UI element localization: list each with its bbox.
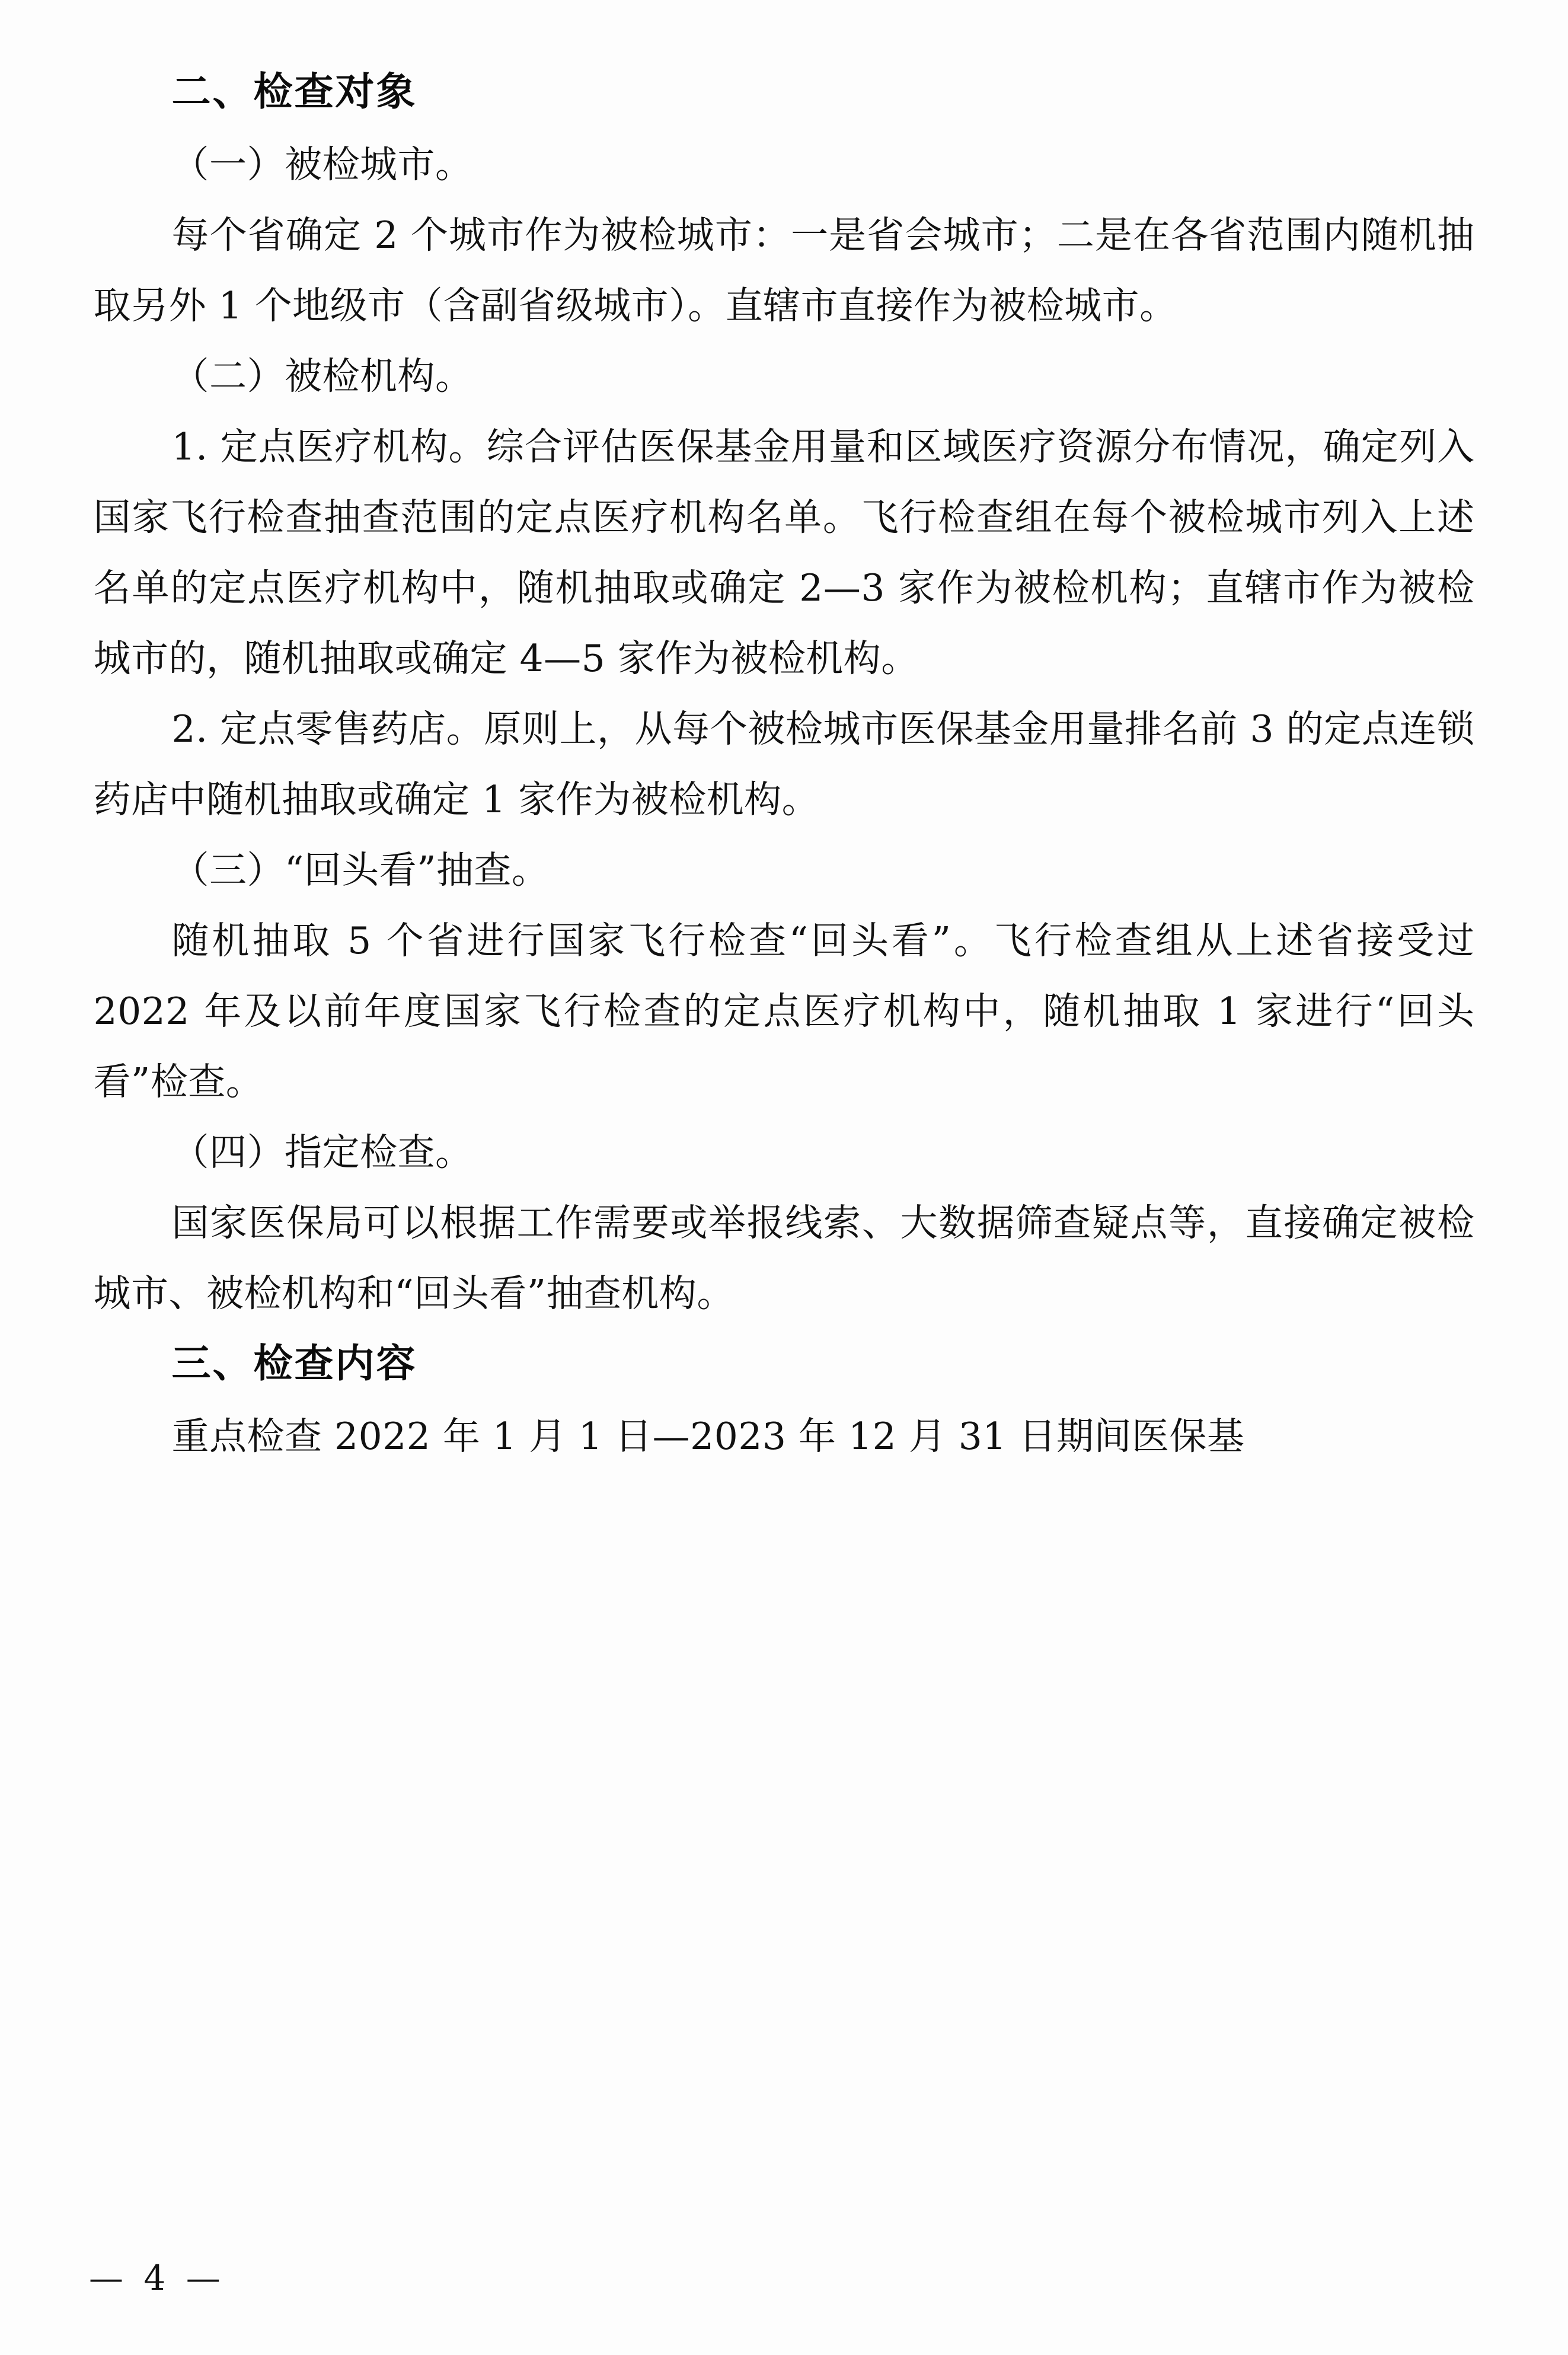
paragraph-inspection-content-detail: 重点检查 2022 年 1 月 1 日—2023 年 12 月 31 日期间医保基 bbox=[171, 1415, 1245, 1458]
page-footer bbox=[0, 2258, 1568, 2298]
paragraph-inspected-cities-title: （一）被检城市。 bbox=[171, 143, 473, 186]
page-number: — 4 — bbox=[89, 2258, 225, 2298]
paragraph-designated-retail-pharmacies: 2. 定点零售药店。原则上，从每个被检城市医保基金用量排名前 3 的定点连锁药店中随机抽取或确定 1 家作为被检机构。 bbox=[93, 707, 1475, 821]
paragraph-designated-medical-institutions: 1. 定点医疗机构。综合评估医保基金用量和区域医疗资源分布情况，确定列入国家飞行检查抽查范围的定点医疗机构名单。飞行检查组在每个被检城市列入上述名单的定点医疗机构中，随机抽取或确定 2—3 家作为被检机构；直辖市作为被检城市的，随机抽取或确定 4—5 家作为被检机构。 bbox=[93, 425, 1475, 680]
document-body bbox=[94, 57, 1475, 1472]
section-heading-inspection-targets: 二、检查对象 bbox=[171, 69, 417, 114]
paragraph-designated-inspection-detail: 国家医保局可以根据工作需要或举报线索、大数据筛查疑点等，直接确定被检城市、被检机构和“回头看”抽查机构。 bbox=[93, 1201, 1475, 1315]
paragraph-designated-inspection-title: （四）指定检查。 bbox=[171, 1131, 473, 1174]
paragraph-lookback-check-detail: 随机抽取 5 个省进行国家飞行检查“回头看”。飞行检查组从上述省接受过 2022 年及以前年度国家飞行检查的定点医疗机构中，随机抽取 1 家进行“回头看”检查。 bbox=[93, 919, 1475, 1103]
paragraph-inspected-cities-detail: 每个省确定 2 个城市作为被检城市：一是省会城市；二是在各省范围内随机抽取另外 1 个地级市（含副省级城市）。直辖市直接作为被检城市。 bbox=[93, 213, 1475, 327]
section-heading-inspection-content: 三、检查内容 bbox=[171, 1341, 417, 1386]
paragraph-lookback-check-title: （三）“回头看”抽查。 bbox=[171, 848, 550, 892]
paragraph-inspected-institutions-title: （二）被检机构。 bbox=[171, 355, 473, 398]
